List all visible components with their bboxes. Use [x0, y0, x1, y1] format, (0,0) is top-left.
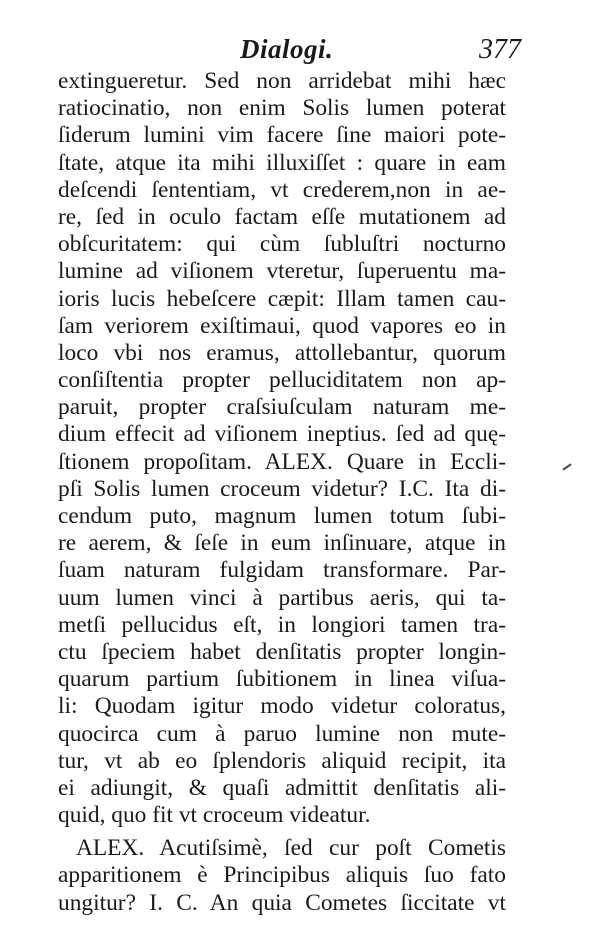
- text-line: ſtate, atque ita mihi illuxiſſet : quare in eam: [58, 149, 506, 176]
- text-line: extingueretur. Sed non arridebat mihi hæc: [58, 68, 506, 94]
- text-line: lumine ad viſionem vteretur, ſuperuentu ma-: [58, 258, 506, 285]
- body-text: [58, 68, 506, 917]
- text-line: ungitur? I. C. An quia Cometes ſiccitate vt: [58, 889, 506, 916]
- text-line: uum lumen vinci à partibus aeris, qui ta-: [58, 584, 506, 611]
- text-line: re aerem, & ſeſe in eum inſinuare, atque in: [58, 530, 506, 557]
- text-line: ſiderum lumini vim facere ſine maiori pote-: [58, 122, 506, 149]
- running-title: Dialogi.: [240, 34, 334, 64]
- text-line: li: Quodam igitur modo videtur coloratus,: [58, 693, 506, 720]
- text-line: re, ſed in oculo factam eſſe mutationem ad: [58, 203, 506, 230]
- text-line: cendum puto, magnum lumen totum ſubi-: [58, 503, 506, 529]
- text-line: metſi pellucidus eſt, in longiori tamen tra-: [58, 611, 506, 638]
- text-line: obſcuritatem: qui cùm ſubluſtri nocturno: [58, 231, 506, 258]
- paragraph-1: [58, 68, 506, 829]
- text-line: tur, vt ab eo ſplendoris aliquid recipit, ita: [58, 747, 506, 774]
- text-line: paruit, propter craſsiuſculam naturam me-: [58, 394, 506, 421]
- text-line: ſuam naturam fulgidam transformare. Par-: [58, 557, 506, 584]
- text-line: quocirca cum à paruo lumine non mute-: [58, 720, 506, 747]
- text-line: ei adiungit, & quaſi admittit denſitatis ali-: [58, 774, 506, 801]
- running-head: [60, 30, 520, 70]
- text-line: pſi Solis lumen croceum videtur? I.C. Ita di-: [58, 475, 506, 502]
- text-line: deſcendi ſententiam, vt crederem,non in ae-: [58, 176, 506, 203]
- text-line: ſam veriorem exiſtimaui, quod vapores eo in: [58, 312, 506, 339]
- paragraph-2: [58, 835, 506, 917]
- page-number: 377: [479, 34, 521, 65]
- text-line: conſiſtentia propter pelluciditatem non ap-: [58, 367, 506, 394]
- text-line: ioris lucis hebeſcere cæpit: Illam tamen cau-: [58, 285, 506, 312]
- text-line: ſtionem propoſitam. ALEX. Quare in Eccli-: [58, 448, 506, 475]
- text-line: quarum partium ſubitionem in linea viſua-: [58, 666, 506, 693]
- text-line: quid, quo fit vt croceum videatur.: [58, 802, 371, 829]
- text-line: dium effecit ad viſionem ineptius. ſed ad quę-: [58, 421, 506, 448]
- margin-pen-mark: [562, 463, 571, 470]
- text-line: loco vbi nos eramus, attollebantur, quorum: [58, 339, 506, 366]
- text-line: apparitionem è Principibus aliquis ſuo fato: [58, 862, 506, 889]
- text-line: ratiocinatio, non enim Solis lumen poterat: [58, 95, 506, 122]
- text-line: ctu ſpeciem habet denſitatis propter longin-: [58, 638, 506, 665]
- text-line: ALEX. Acutiſsimè, ſed cur poſt Cometis: [76, 835, 506, 862]
